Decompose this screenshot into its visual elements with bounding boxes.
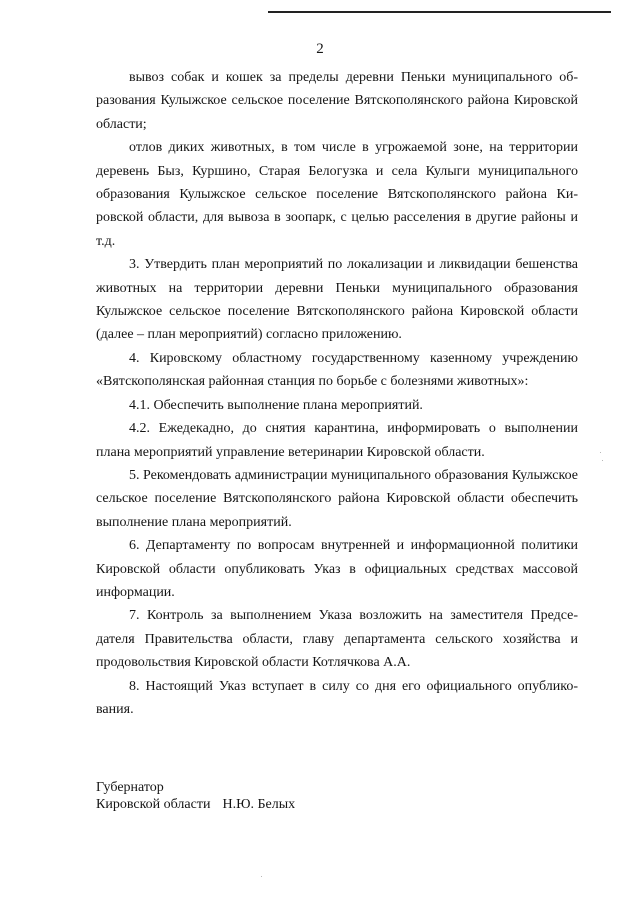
paragraph-item-5: 5. Рекомендовать администрации муниципального образования Кулыжское сельское поселение Вятскополянского района Кировской области обеспечить выполнение плана мероприятий. — [96, 467, 578, 530]
paragraph-item-6: 6. Департаменту по вопросам внутренней и информационной политики Кировской области опубликовать Указ в официальных средствах массовой информации. — [96, 538, 578, 600]
top-rule — [268, 11, 611, 13]
signatory-region: Кировской области — [96, 797, 211, 812]
scan-speck — [602, 460, 603, 461]
signatory-region-line — [96, 796, 516, 813]
scan-speck — [261, 876, 262, 877]
signatory-name: Н.Ю. Белых — [222, 797, 296, 812]
signatory-title: Губернатор — [96, 780, 164, 795]
paragraph-dogs-cats-removal: вывоз собак и кошек за пределы деревни Пеньки муниципального образования Кулыжское сельское поселение Вятскополянского района Кировской области; — [96, 70, 578, 132]
paragraph-item-7: 7. Контроль за выполнением Указа возложить на заместителя Председателя Правительства области, главу департамента сельского хозяйства и продовольствия Кировской области Котлячкова А.А. — [96, 608, 578, 671]
paragraph-item-4-2: 4.2. Ежедекадно, до снятия карантина, информировать о выполнении плана мероприятий управление ветеринарии Кировской области. — [96, 421, 578, 460]
scan-speck — [600, 452, 601, 453]
signature-block — [96, 779, 516, 813]
paragraph-item-4-1: 4.1. Обеспечить выполнение плана мероприятий. — [129, 397, 423, 413]
paragraph-item-8: 8. Настоящий Указ вступает в силу со дня его официального опубликования. — [96, 678, 578, 717]
page-number: 2 — [316, 41, 324, 57]
paragraph-item-4: 4. Кировскому областному государственному казенному учреждению «Вятскополянская районная станция по борьбе с болезнями животных»: — [96, 350, 578, 390]
paragraph-wild-animals-capture: отлов диких животных, в том числе в угрожаемой зоне, на территории деревень Быз, Куршино, Старая Белогузка и села Кулыги муниципального образования Кулыжское сельское поселение Вятскополянского района Кировской области, для вывоза в зоопарк, с целью расселения в другие районы и т.д. — [96, 140, 578, 249]
paragraph-item-3: 3. Утвердить план мероприятий по локализации и ликвидации бешенства животных на территории деревни Пеньки муниципального образования Кулыжское сельское поселение Вятскополянского района Кировской области (далее – план мероприятий) согласно приложению. — [96, 257, 578, 343]
document-body — [96, 66, 578, 721]
